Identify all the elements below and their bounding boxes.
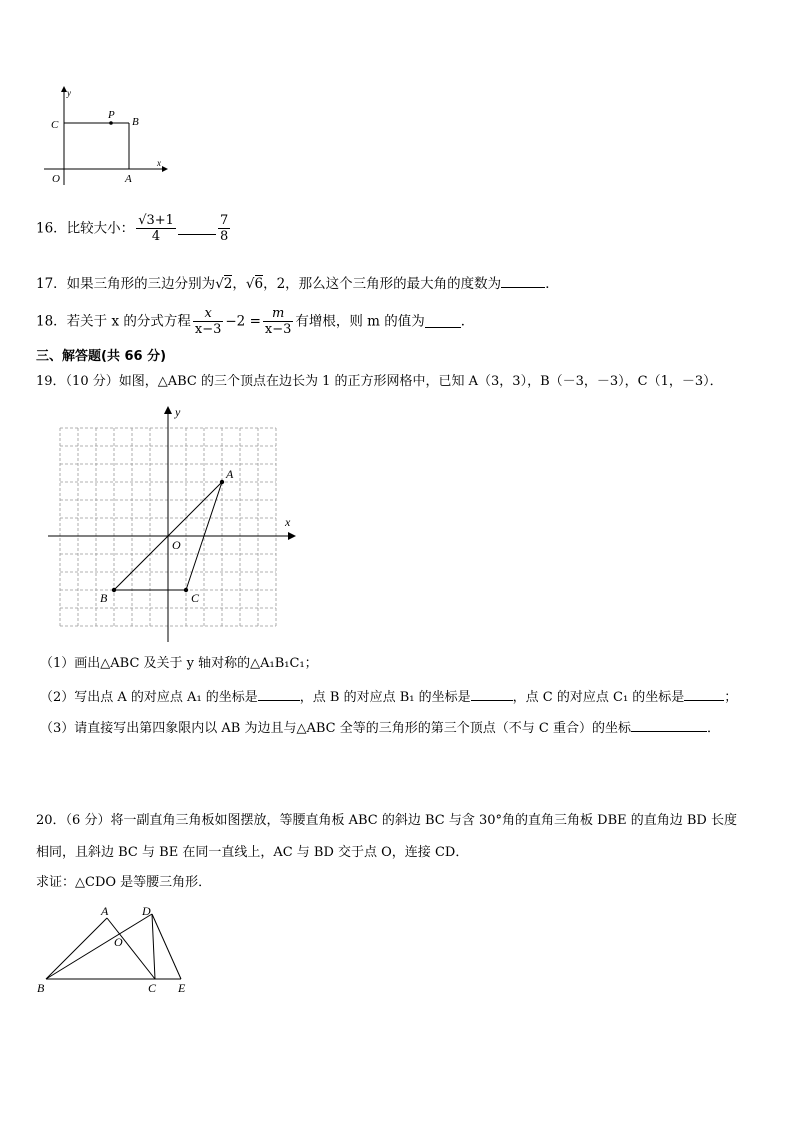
q19-part-2	[40, 688, 737, 707]
q19-p2c: ，点 C 的对应点 C₁ 的坐标是	[512, 690, 685, 705]
label-A: A	[101, 904, 109, 918]
label-C: C	[191, 591, 200, 605]
label-C: C	[51, 119, 59, 131]
label-C: C	[148, 981, 157, 995]
label-O: O	[52, 173, 60, 185]
vertex-B	[112, 588, 116, 592]
question-20-prove: 求证：△CDO 是等腰三角形．	[36, 875, 212, 890]
segment-CD	[152, 914, 155, 979]
segment-DE	[152, 914, 181, 979]
q16-answer-blank[interactable]	[178, 222, 216, 235]
q18-f1-num: x	[193, 306, 224, 322]
segment-BA	[46, 918, 107, 979]
segment-BD	[46, 914, 152, 979]
q17-root-2: 6	[254, 276, 264, 292]
label-x: x	[157, 158, 161, 168]
q16-fraction-right	[218, 213, 230, 244]
q18-end: ．	[460, 313, 475, 330]
label-O: O	[172, 538, 181, 552]
q19-p3: （3）请直接写出第四象限内以 AB 为边且与△ABC 全等的三角形的第三个顶点（不与 C 重合）的坐标	[40, 721, 631, 736]
q18-prefix: 18．若关于 x 的分式方程	[36, 313, 191, 330]
q18-f2-den: x−3	[264, 322, 292, 337]
q16-den: 4	[151, 229, 161, 244]
label-D: D	[142, 904, 151, 918]
q17-answer-blank[interactable]	[501, 275, 545, 288]
question-20-stem-line1: 20．（6 分）将一副直角三角板如图摆放，等腰直角板 ABC 的斜边 BC 与含 30°角的直角三角板 DBE 的直角边 BD 长度	[36, 813, 737, 828]
vertex-A	[220, 480, 224, 484]
q19-answer-A1[interactable]	[258, 688, 300, 701]
q19-grid-figure	[44, 402, 300, 644]
q16-num-rest: +1	[154, 213, 174, 228]
vertex-C	[184, 588, 188, 592]
label-B: B	[132, 116, 139, 128]
q18-mid: −2 =	[225, 313, 261, 330]
q19-p2d: ；	[724, 690, 738, 705]
q15-coordinate-figure	[40, 85, 170, 190]
question-19-stem: 19．（10 分）如图，△ABC 的三个顶点在边长为 1 的正方形网格中，已知 A（3，3），B（－3，－3），C（1，－3）．	[36, 374, 723, 389]
label-B: B	[100, 591, 108, 605]
label-A: A	[226, 467, 234, 481]
x-axis-arrow	[288, 532, 296, 540]
label-A: A	[125, 173, 132, 185]
q16-sqrt-arg: 3	[146, 213, 155, 228]
q17-end: ．	[545, 276, 559, 292]
q20-triangle-figure	[34, 900, 194, 998]
q16-prefix: 16．比较大小：	[36, 220, 135, 237]
label-x: x	[285, 515, 291, 529]
q18-answer-blank[interactable]	[425, 315, 461, 328]
question-17: 17．如果三角形的三边分别为√2，√6，2，那么这个三角形的最大角的度数为 ．	[36, 276, 559, 292]
q18-f1-den: x−3	[194, 322, 222, 337]
q18-fraction-1	[193, 306, 224, 337]
q18-rest: 有增根，则 m 的值为	[295, 313, 425, 330]
q19-part-3	[40, 719, 720, 738]
y-axis-arrow	[164, 406, 172, 414]
q17-prefix: 17．如果三角形的三边分别为	[36, 276, 216, 292]
question-16	[36, 213, 232, 244]
q18-fraction-2	[263, 306, 294, 337]
label-P: P	[108, 109, 115, 121]
q17-root-1: 2	[223, 276, 233, 292]
q16-fraction-left: $\frac{√3+1}{4}$	[138, 213, 174, 244]
q17-sep: ，	[232, 276, 246, 292]
label-y: y	[67, 88, 71, 98]
q19-part-1: （1）画出△ABC 及关于 y 轴对称的△A₁B₁C₁；	[40, 656, 318, 671]
x-axis-arrow	[162, 166, 168, 172]
label-y: y	[175, 405, 181, 419]
q18-f2-num: m	[263, 306, 294, 322]
q19-p2b: ，点 B 的对应点 B₁ 的坐标是	[299, 690, 471, 705]
q16-frac2-num: 7	[219, 213, 229, 228]
q17-rest: ，2，那么这个三角形的最大角的度数为	[263, 276, 502, 292]
q19-answer-third-vertex[interactable]	[631, 719, 707, 732]
question-20-stem-line2: 相同，且斜边 BC 与 BE 在同一直线上，AC 与 BD 交于点 O，连接 CD．	[36, 845, 469, 860]
q19-p3end: ．	[706, 721, 720, 736]
question-18	[36, 306, 474, 337]
q19-answer-B1[interactable]	[471, 688, 513, 701]
q16-frac2-den: 8	[219, 229, 229, 244]
label-B: B	[37, 981, 45, 995]
label-O: O	[114, 935, 123, 949]
q19-p2a: （2）写出点 A 的对应点 A₁ 的坐标是	[40, 690, 258, 705]
q19-answer-C1[interactable]	[684, 688, 724, 701]
label-E: E	[178, 981, 186, 995]
section-3-heading: 三、解答题(共 66 分)	[36, 349, 167, 364]
point-P	[109, 121, 113, 125]
